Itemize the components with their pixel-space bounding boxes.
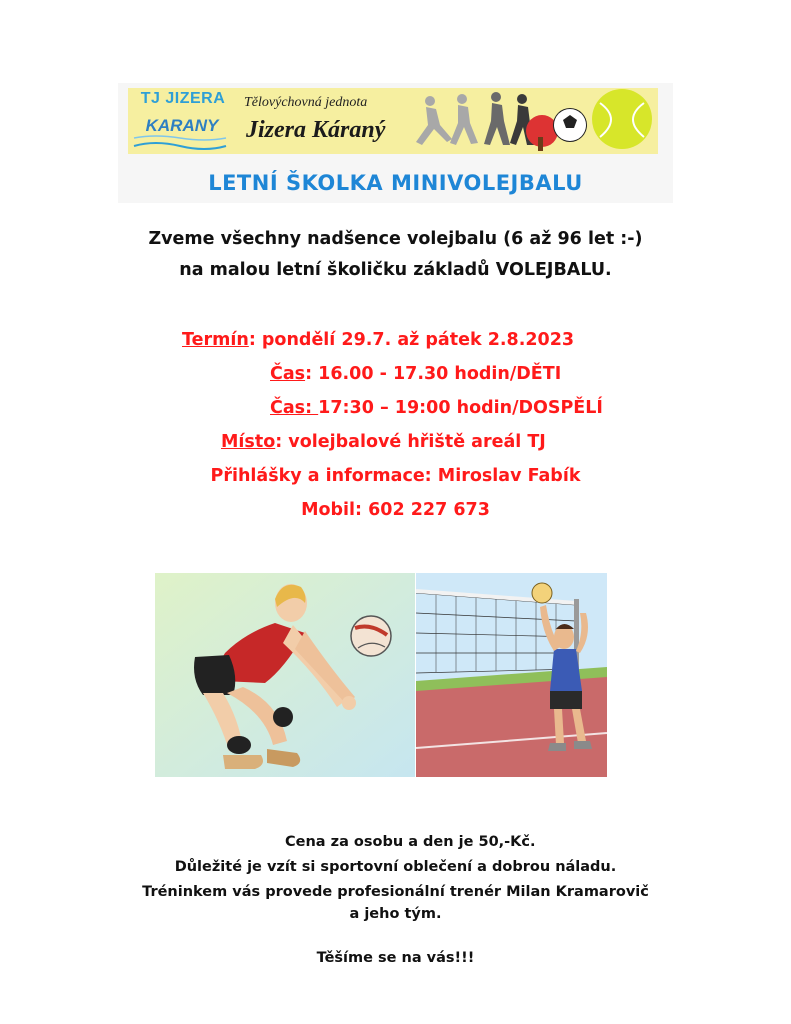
closing-line: Těšíme se na vás!!! [316,950,475,966]
coach-info: Tréninkem vás provede profesionální trenér Milan Kramarovič [142,884,649,900]
page-title: LETNÍ ŠKOLKA MINIVOLEJBALU [208,171,583,195]
time-adults-value: 17:30 – 19:00 hodin/DOSPĚLÍ [318,398,603,418]
org-line-2: Jizera Káraný [246,117,386,143]
time-adults-label: Čas: [270,398,319,418]
intro-line-1: Zveme všechny nadšence volejbalu (6 až 96 let :-) [148,229,643,249]
time-children-value: : 16.00 - 17.30 hodin/DĚTI [305,364,562,384]
time-children-label: Čas [270,364,306,384]
volleyball-bump-illustration [155,573,415,777]
logo-place: KARANY [145,116,219,135]
term-label: Termín [182,330,249,350]
time-children-row [270,364,561,384]
time-adults-row [270,398,603,418]
logo-name: TJ JIZERA [140,90,226,107]
term-value: : pondělí 29.7. až pátek 2.8.2023 [248,330,575,350]
intro-line-2: na malou letní školičku základů VOLEJBALU. [179,260,612,280]
place-value: : volejbalové hřiště areál TJ [275,432,546,452]
registration-info: Přihlášky a informace: Miroslav Fabík [210,466,581,486]
price-info: Cena za osobu a den je 50,-Kč. [285,834,536,850]
org-line-1: Tělovýchovná jednota [244,95,368,110]
term-row [182,330,574,350]
place-label: Místo [221,432,276,452]
mobile-number: Mobil: 602 227 673 [301,500,490,520]
bring-info: Důležité je vzít si sportovní oblečení a dobrou náladu. [174,859,617,875]
sports-silhouettes-icon [400,87,658,153]
place-row [221,432,546,452]
coach-team: a jeho tým. [349,906,442,922]
volleyball-net-illustration [416,573,607,777]
